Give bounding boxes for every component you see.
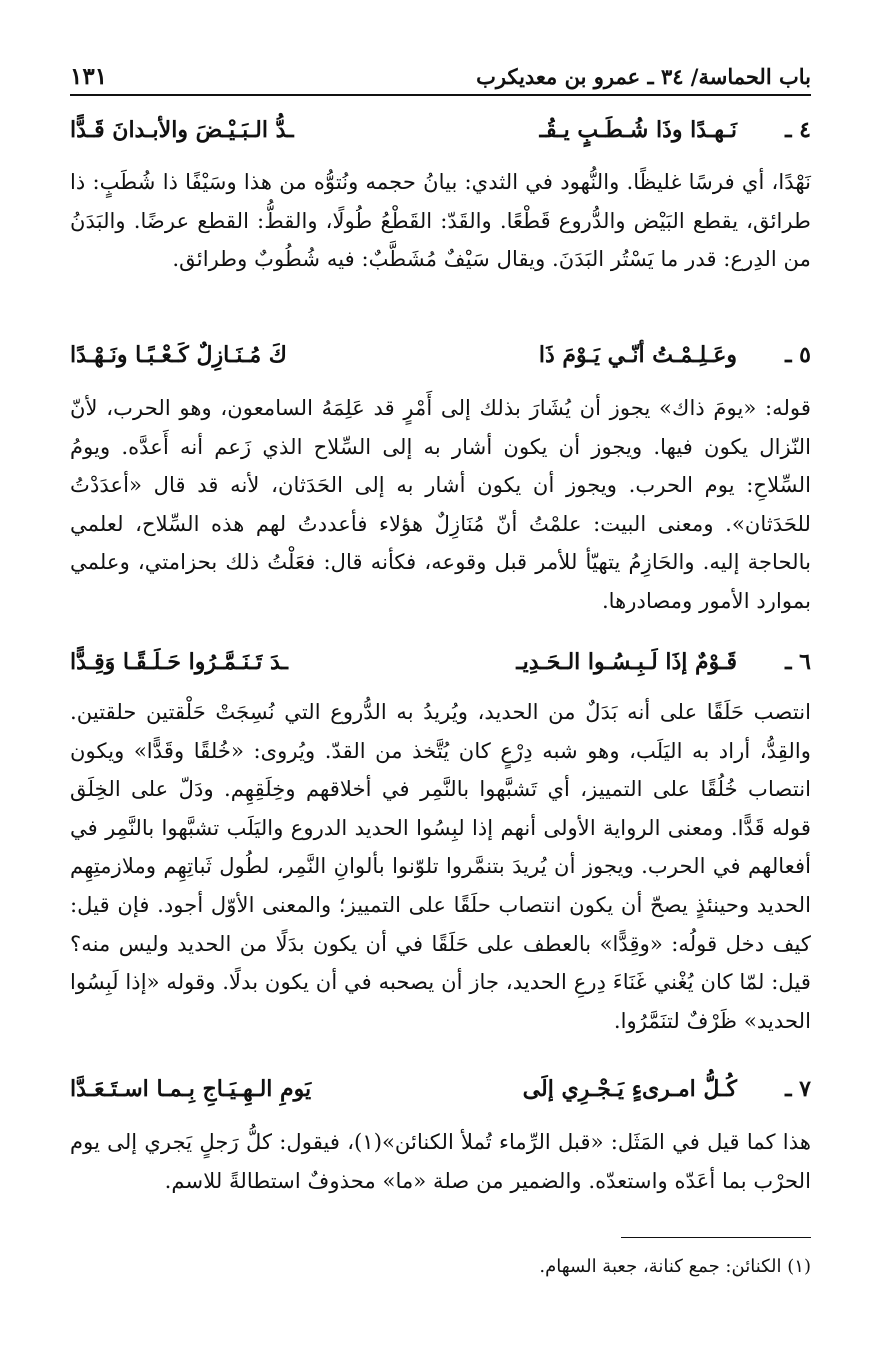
commentary-paragraph: قوله: «يومَ ذاك» يجوز أن يُشَارَ بذلك إلى أَمْرٍ قد عَلِمَهُ السامعون، وهو الحرب، لأنّ النّزال يكون فيها. ويجوز أن يكون أشار به إلى السِّلاح الذي زَعم أنه أَعدَّه. ويومُ السِّلاحِ: يوم الحرب. ويجوز أن يكون أشار به إلى الحَدَثان، لأنه قد قال «أعدَدْتُ للحَدَثان». ومعنى البيت: علمْتُ أنّ مُنَازِلٌ هؤلاء فأعددتُ لهم هذه السِّلاح، لعلمي بالحاجة إليه. والحَازِمُ يتهيّأ للأمر قبل وقوعه، فكأنه قال: فعَلْتُ ذلك بحزامتي، وعلمي بموارد الأمور ومصادرها. <box>70 395 811 613</box>
page-number: ١٣١ <box>70 62 108 90</box>
verse-line <box>70 642 811 682</box>
verse-second-hemistich: يَومِ الـهِـيَـاجِ بِـمـا اسـتَـعَـدَّا <box>70 1076 312 1102</box>
verse-number: ٤ ـ <box>785 117 811 143</box>
commentary-paragraph: انتصب حَلَقًا على أنه بَدَلٌ من الحديد، ويُريدُ به الدُّروع التي نُسِجَتْ حَلْقتين حلقتين. والقِدُّ، أراد به اليَلَب، وهو شبه دِرْعٍ كان يُتَّخذ من القدّ. ويُروى: «خُلقًا وقَدًّا» ويكون انتصاب خُلُقًا على التمييز، أي تَشبَّهوا بالنَّمِر في أخلاقهم وخِلَقِهِم. ودَلّ على الخِلَق قوله قَدًّا. ومعنى الرواية الأولى أنهم إذا لبِسُوا الحديد الدروع واليَلَب تشبَّهوا بالنَّمِر في أفعالهم في الحرب. ويجوز أن يُريدَ بتنمَّروا تلوّنوا بألوانِ النَّمِر، لطُول ثَباتِهِم وملازمتِهِم الحديد وحينئذٍ يصحّ أن يكون انتصاب حلَقًا على التمييز؛ والمعنى الأوّل أجود. فإن قيل: كيف دخل قولُه: «وقِدًّا» بالعطف على حَلَقًا في أن يكون بدَلًا من الحديد وليس منه؟ قيل: لمّا كان يُغْني غَنَاءَ دِرعِ الحديد، جاز أن يصحبه في أن يكون بدلًا. وقوله «إذا لَبِسُوا الحديد» ظَرْفٌ لتنَمَّرُوا. <box>70 699 811 1033</box>
verse-second-hemistich: كَ مُـنَـازِلٌ كَـعْـبًـا ونَـهْـدًا <box>70 342 287 368</box>
running-title: باب الحماسة/ ٣٤ ـ عمرو بن معديكرب <box>476 63 811 89</box>
verse-first-hemistich: وعَـلِـمْـتُ أنّـي يَـوْمَ ذَا <box>538 342 737 368</box>
verse-line <box>70 1069 811 1109</box>
verse-first-hemistich: كُـلُّ امـرىءٍ يَـجْـرِي إلَى <box>522 1076 737 1102</box>
verse-line <box>70 110 811 150</box>
verse-number: ٥ ـ <box>785 342 811 368</box>
verse-first-hemistich: نَـهـدًا وذَا شُـطَـبٍ يـقُـ <box>539 117 737 143</box>
commentary-paragraph: نَهْدًا، أي فرسًا غليظًا. والنُّهود في الثدي: بيانُ حجمه ونُتوُّه من هذا وسَيْفًا ذا شُطَبٍ: ذا طرائق، يقطع البَيْض والدُّروع قَطْعًا. والقَدّ: القَطْعُ طُولًا، والقطُّ: القطع عرضًا. والبَدَنُ من الدِرع: قدر ما يَسْتُر البَدَنَ. ويقال سَيْفٌ مُشَطَّبٌ: فيه شُطُوبٌ وطرائق. <box>70 169 811 272</box>
verse-number: ٧ ـ <box>785 1076 811 1102</box>
footnote-divider <box>621 1237 811 1238</box>
page-header <box>70 58 811 96</box>
footnote: (١) الكنائن: جمع كنانة، جعبة السهام. <box>539 1256 811 1277</box>
verse-second-hemistich: ـدُّ الـبَـيْـضَ والأبـدانَ قَـدًّا <box>70 117 294 143</box>
commentary-paragraph: هذا كما قيل في المَثَل: «قبل الرِّماء تُملأ الكنائن»(١)، فيقول: كلُّ رَجلٍ يَجري إلى يوم الحرْب بما أعَدّه واستعدّه. والضمير من صلة «ما» محذوفٌ استطالةً للاسم. <box>70 1129 811 1193</box>
verse-second-hemistich: ـدَ تَـنَـمَّـرُوا حَـلَـقًـا وَقِـدًّا <box>70 649 288 675</box>
verse-first-hemistich: قَـوْمٌ إذَا لَـبِـسُـوا الـحَـدِيـ <box>516 649 737 675</box>
verse-line <box>70 335 811 375</box>
verse-number: ٦ ـ <box>785 649 811 675</box>
